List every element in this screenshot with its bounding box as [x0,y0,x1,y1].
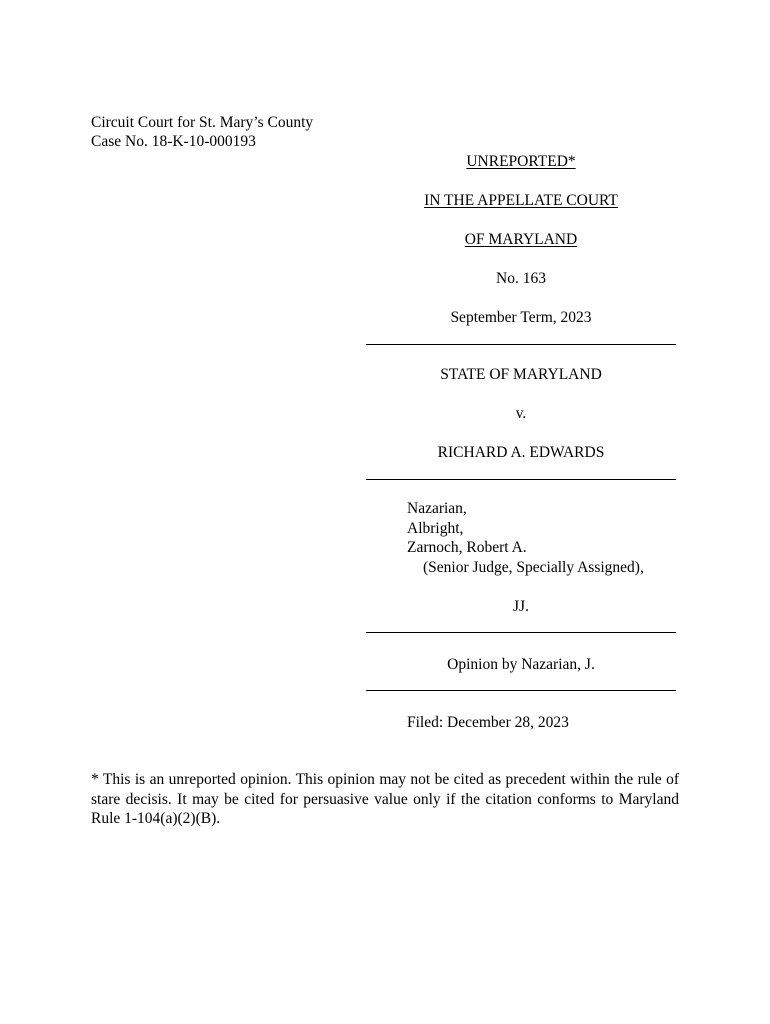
unreported-label [366,152,676,171]
case-origin [91,113,313,151]
term: September Term, 2023 [450,309,592,326]
footnote: * This is an unreported opinion. This opinion may not be cited as precedent within the rule of stare decisis. It may be cited for persuasive value only if the citation conforms to Maryland Rule 1-104(a)(2)(B). [91,771,679,827]
divider-rule [366,690,676,691]
opinion-author: Opinion by Nazarian, J. [447,656,595,673]
versus: v. [515,405,527,422]
judge-name: Albright, [407,519,464,537]
judge-name: Nazarian, [407,500,467,517]
divider-rule [366,344,676,345]
court-name-line2 [366,230,676,249]
case-number: Case No. 18-K-10-000193 [91,133,256,150]
docket-number: No. 163 [496,270,546,287]
judge-note: (Senior Judge, Specially Assigned), [423,558,644,576]
judge-name: Zarnoch, Robert A. [407,539,527,556]
judicial-panel [407,499,644,577]
filed-date: Filed: December 28, 2023 [407,714,569,731]
trial-court: Circuit Court for St. Mary’s County [91,114,314,131]
court-name-text2: OF MARYLAND [464,231,578,248]
divider-rule [366,479,676,480]
appellee: RICHARD A. EDWARDS [437,444,605,461]
unreported-text: UNREPORTED* [466,153,576,170]
panel-suffix: JJ. [513,598,529,615]
appellant: STATE OF MARYLAND [440,366,602,383]
divider-rule [366,632,676,633]
court-name-text1: IN THE APPELLATE COURT [424,192,618,209]
court-name-line1 [366,191,676,210]
